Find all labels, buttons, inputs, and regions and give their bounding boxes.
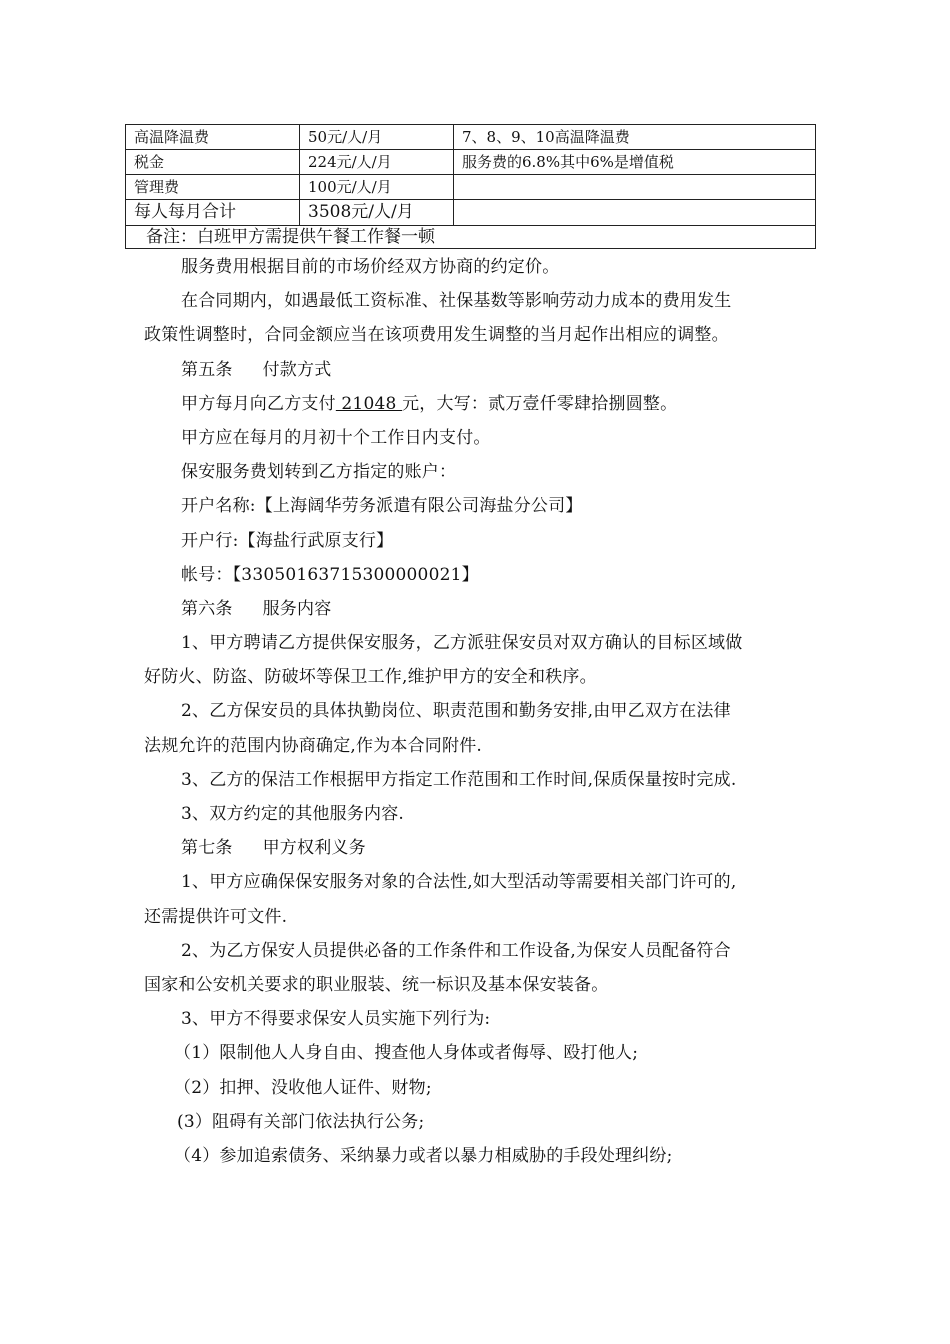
paragraph: 在合同期内，如遇最低工资标准、社保基数等影响劳动力成本的费用发生 xyxy=(181,291,732,312)
table-row xyxy=(126,175,816,200)
table-row xyxy=(126,125,816,150)
paragraph: 服务费用根据目前的市场价经双方协商的约定价。 xyxy=(181,257,560,277)
paragraph: 1、甲方聘请乙方提供保安服务，乙方派驻保安员对双方确认的目标区域做 xyxy=(181,633,743,654)
table-row xyxy=(126,200,816,226)
article-heading xyxy=(144,353,814,387)
paragraph: 甲方应在每月的月初十个工作日内支付。 xyxy=(181,427,491,448)
article-heading xyxy=(144,831,814,865)
fee-note xyxy=(454,200,816,226)
fee-amount: 100元/人/月 xyxy=(300,175,454,200)
fee-item: 税金 xyxy=(126,150,300,175)
table-remark-row xyxy=(126,226,816,249)
fee-item: 管理费 xyxy=(126,175,300,200)
list-item: (3）阻碍有关部门依法执行公务; xyxy=(177,1111,425,1132)
paragraph: 2、为乙方保安人员提供必备的工作条件和工作设备,为保安人员配备符合 xyxy=(181,940,731,961)
fee-item: 高温降温费 xyxy=(126,125,300,150)
fee-amount: 3508元/人/月 xyxy=(300,200,454,226)
paragraph: 国家和公安机关要求的职业服装、统一标识及基本保安装备。 xyxy=(144,974,609,995)
fee-note: 服务费的6.8%其中6%是增值税 xyxy=(454,150,816,175)
account-name: 开户名称:【上海阔华劳务派遣有限公司海盐分公司】 xyxy=(181,496,583,517)
paragraph: 法规允许的范围内协商确定,作为本合同附件. xyxy=(144,735,483,756)
article-number: 第六条 xyxy=(181,598,233,619)
payment-text: 甲方每月向乙方支付 xyxy=(181,393,336,414)
paragraph: 3、双方约定的其他服务内容. xyxy=(181,804,405,824)
paragraph: 还需提供许可文件. xyxy=(144,906,288,927)
fee-item: 每人每月合计 xyxy=(126,200,300,226)
paragraph: 2、乙方保安员的具体执勤岗位、职责范围和勤务安排,由甲乙双方在法律 xyxy=(181,701,731,722)
contract-body xyxy=(144,250,814,1173)
article-title: 付款方式 xyxy=(262,359,332,380)
article-title: 甲方权利义务 xyxy=(262,838,366,859)
payment-amount: 21048 xyxy=(335,393,403,414)
account-number: 帐号：【33050163715300000021】 xyxy=(181,564,479,585)
fee-table xyxy=(125,124,816,249)
list-item: （4）参加追索债务、采纳暴力或者以暴力相威胁的手段处理纠纷; xyxy=(174,1145,673,1166)
fee-note: 7、8、9、10高温降温费 xyxy=(454,125,816,150)
list-item: （2）扣押、没收他人证件、财物; xyxy=(174,1077,432,1098)
fee-amount: 224元/人/月 xyxy=(300,150,454,175)
paragraph: 政策性调整时，合同金额应当在该项费用发生调整的当月起作出相应的调整。 xyxy=(144,325,729,346)
fee-note xyxy=(454,175,816,200)
paragraph: 好防火、防盗、防破坏等保卫工作,维护甲方的安全和秩序。 xyxy=(144,667,597,688)
paragraph: 1、甲方应确保保安服务对象的合法性,如大型活动等需要相关部门许可的, xyxy=(181,872,737,893)
paragraph: 3、乙方的保洁工作根据甲方指定工作范围和工作时间,保质保量按时完成. xyxy=(181,769,737,790)
paragraph xyxy=(144,387,814,421)
table-remark: 备注：白班甲方需提供午餐工作餐一顿 xyxy=(126,226,816,249)
article-title: 服务内容 xyxy=(262,598,332,619)
paragraph: 保安服务费划转到乙方指定的账户： xyxy=(181,462,457,483)
paragraph: 3、甲方不得要求保安人员实施下列行为: xyxy=(181,1009,491,1030)
table-row xyxy=(126,150,816,175)
list-item: （1）限制他人人身自由、搜查他人身体或者侮辱、殴打他人; xyxy=(174,1043,639,1064)
payment-text: 元，大写：贰万壹仟零肆拾捌圆整。 xyxy=(402,393,678,414)
article-number: 第五条 xyxy=(181,359,233,380)
article-heading xyxy=(144,592,814,626)
account-bank: 开户行:【海盐行武原支行】 xyxy=(181,530,394,551)
article-number: 第七条 xyxy=(181,838,233,859)
fee-amount: 50元/人/月 xyxy=(300,125,454,150)
